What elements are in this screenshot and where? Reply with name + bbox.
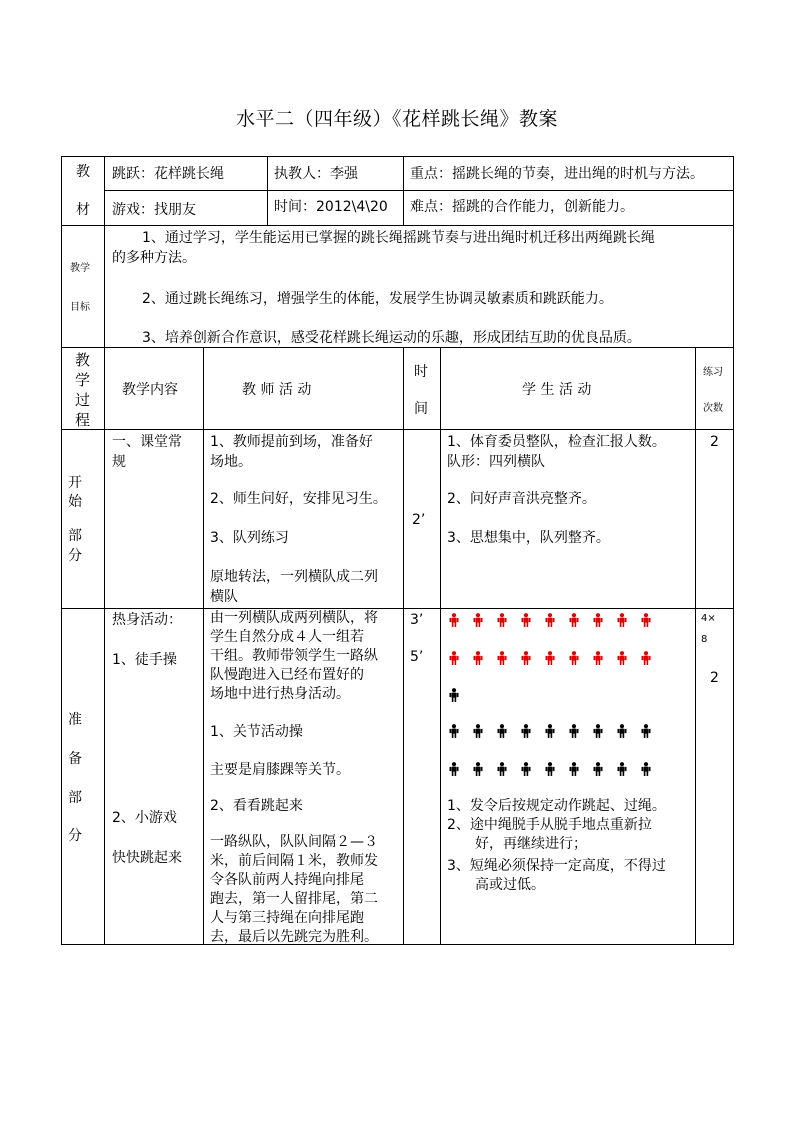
section2-content-2: 1、徒手操 bbox=[112, 652, 177, 668]
process-label-2: 学 bbox=[75, 371, 91, 389]
goal-3: 3、培养创新合作意识，感受花样跳长绳运动的乐趣，形成团结互助的优良品质。 bbox=[142, 330, 641, 346]
section2-count-1: 4× bbox=[701, 613, 716, 624]
goal-2: 2、通过跳长绳练习，增强学生的体能，发展学生协调灵敏素质和跳跃能力。 bbox=[142, 291, 613, 307]
section2-label-4: 分 bbox=[68, 828, 82, 844]
section1-student-3: 3、思想集中，队列整齐。 bbox=[447, 530, 610, 546]
teacher-game-line: 令各队前两人持绳向排尾 bbox=[210, 872, 364, 888]
time-header-1: 时 bbox=[414, 364, 428, 380]
section1-label-2: 始 bbox=[68, 494, 82, 510]
teacher-line: 场地中进行热身活动。 bbox=[210, 686, 350, 702]
info-label-top: 教 bbox=[76, 164, 90, 180]
rule-line: 高或过低。 bbox=[447, 877, 545, 893]
section2-teacher-c: 2、看看跳起来 bbox=[210, 798, 303, 814]
count-header-2: 次数 bbox=[703, 403, 723, 414]
black-row-1 bbox=[450, 724, 651, 738]
section1-student-2: 2、问好声音洪亮整齐。 bbox=[447, 491, 596, 507]
teacher-name: 执教人：李强 bbox=[274, 166, 358, 182]
goals-label-bottom: 目标 bbox=[70, 302, 90, 313]
section1-teacher-4b: 横队 bbox=[210, 589, 238, 605]
section1-count: 2 bbox=[710, 434, 719, 450]
teacher-game-line: 一路纵队，队队间隔２—３ bbox=[210, 834, 378, 850]
process-label-4: 程 bbox=[75, 411, 91, 429]
red-row-1 bbox=[450, 613, 651, 627]
section1-teacher-4a: 原地转法，一列横队成二列 bbox=[210, 569, 378, 585]
section2-count-3: 2 bbox=[710, 670, 719, 686]
count-header-1: 练习 bbox=[703, 367, 723, 378]
formation-diagram bbox=[444, 610, 694, 780]
section2-content-3: 2、小游戏 bbox=[112, 810, 177, 826]
teacher-line: 队慢跑进入已经布置好的 bbox=[210, 667, 364, 683]
time-header-2: 间 bbox=[414, 401, 428, 417]
section2-content-1: 热身活动： bbox=[112, 612, 182, 628]
section2-teacher-a: 1、关节活动操 bbox=[210, 724, 303, 740]
process-label-3: 过 bbox=[75, 391, 91, 409]
section2-time-1: 3’ bbox=[410, 612, 424, 628]
content-header: 教学内容 bbox=[122, 382, 178, 398]
teacher-figure bbox=[450, 688, 459, 702]
section2-label-2: 备 bbox=[68, 751, 82, 767]
difficulty: 难点：摇跳的合作能力，创新能力。 bbox=[410, 199, 634, 215]
section2-count-2: 8 bbox=[701, 634, 708, 645]
section2-content-4: 快快跳起来 bbox=[112, 850, 182, 866]
section1-student-1: 1、体育委员整队，检查汇报人数。 bbox=[447, 434, 666, 450]
material-2: 游戏：找朋友 bbox=[112, 202, 196, 218]
student-activity-header: 学 生 活 动 bbox=[522, 382, 592, 398]
section1-time: 2’ bbox=[412, 512, 426, 528]
teacher-activity-header: 教 师 活 动 bbox=[242, 382, 312, 398]
lesson-time: 时间：2012\4\20 bbox=[274, 199, 388, 215]
section2-label-1: 准 bbox=[68, 712, 82, 728]
section1-teacher-1b: 场地。 bbox=[210, 454, 252, 470]
info-label-bottom: 材 bbox=[76, 202, 90, 218]
page-title: 水平二（四年级）《花样跳长绳》教案 bbox=[235, 108, 558, 130]
rule-line: 2、途中绳脱手从脱手地点重新拉 bbox=[447, 817, 652, 833]
section1-content-1: 一、课堂常 bbox=[112, 434, 182, 450]
goals-label-top: 教学 bbox=[70, 263, 90, 274]
section1-label-1: 开 bbox=[68, 475, 82, 491]
teacher-game-line: 米，前后间隔１米，教师发 bbox=[210, 853, 378, 869]
goal-1-line-1: 1、通过学习，学生能运用已掌握的跳长绳摇跳节奏与进出绳时机迁移出两绳跳长绳 bbox=[142, 230, 655, 246]
process-label-1: 教 bbox=[75, 351, 91, 369]
section2-time-2: 5’ bbox=[410, 649, 424, 665]
red-row-2 bbox=[450, 651, 651, 665]
section1-label-4: 分 bbox=[68, 548, 82, 564]
rule-line: 1、发令后按规定动作跳起、过绳。 bbox=[447, 798, 666, 814]
teacher-game-line: 人与第三持绳在向排尾跑 bbox=[210, 910, 364, 926]
rule-line: 好，再继续进行； bbox=[447, 836, 587, 852]
material-1: 跳跃：花样跳长绳 bbox=[112, 166, 224, 182]
teacher-line: 由一列横队成两列横队，将 bbox=[210, 610, 378, 626]
section1-teacher-2: 2、师生问好，安排见习生。 bbox=[210, 491, 387, 507]
key-point: 重点：摇跳长绳的节奏，进出绳的时机与方法。 bbox=[410, 166, 704, 182]
teacher-game-line: 去，最后以先跳完为胜利。 bbox=[210, 929, 378, 945]
section1-label-3: 部 bbox=[68, 528, 82, 544]
rule-line: 3、短绳必须保持一定高度，不得过 bbox=[447, 858, 666, 874]
teacher-game-line: 跑去，第一人留排尾，第二 bbox=[210, 891, 378, 907]
teacher-line: 学生自然分成４人一组若 bbox=[210, 629, 364, 645]
section2-label-3: 部 bbox=[68, 790, 82, 806]
section1-content-2: 规 bbox=[112, 454, 126, 470]
black-row-2 bbox=[450, 762, 651, 776]
goal-1-line-2: 的多种方法。 bbox=[112, 250, 196, 266]
teacher-line: 干组。教师带领学生一路纵 bbox=[210, 648, 378, 664]
section2-teacher-b: 主要是肩膝踝等关节。 bbox=[210, 762, 350, 778]
section1-teacher-1a: 1、教师提前到场，准备好 bbox=[210, 434, 373, 450]
section1-teacher-3: 3、队列练习 bbox=[210, 530, 289, 546]
section1-student-1b: 队形：四列横队 bbox=[447, 454, 545, 470]
